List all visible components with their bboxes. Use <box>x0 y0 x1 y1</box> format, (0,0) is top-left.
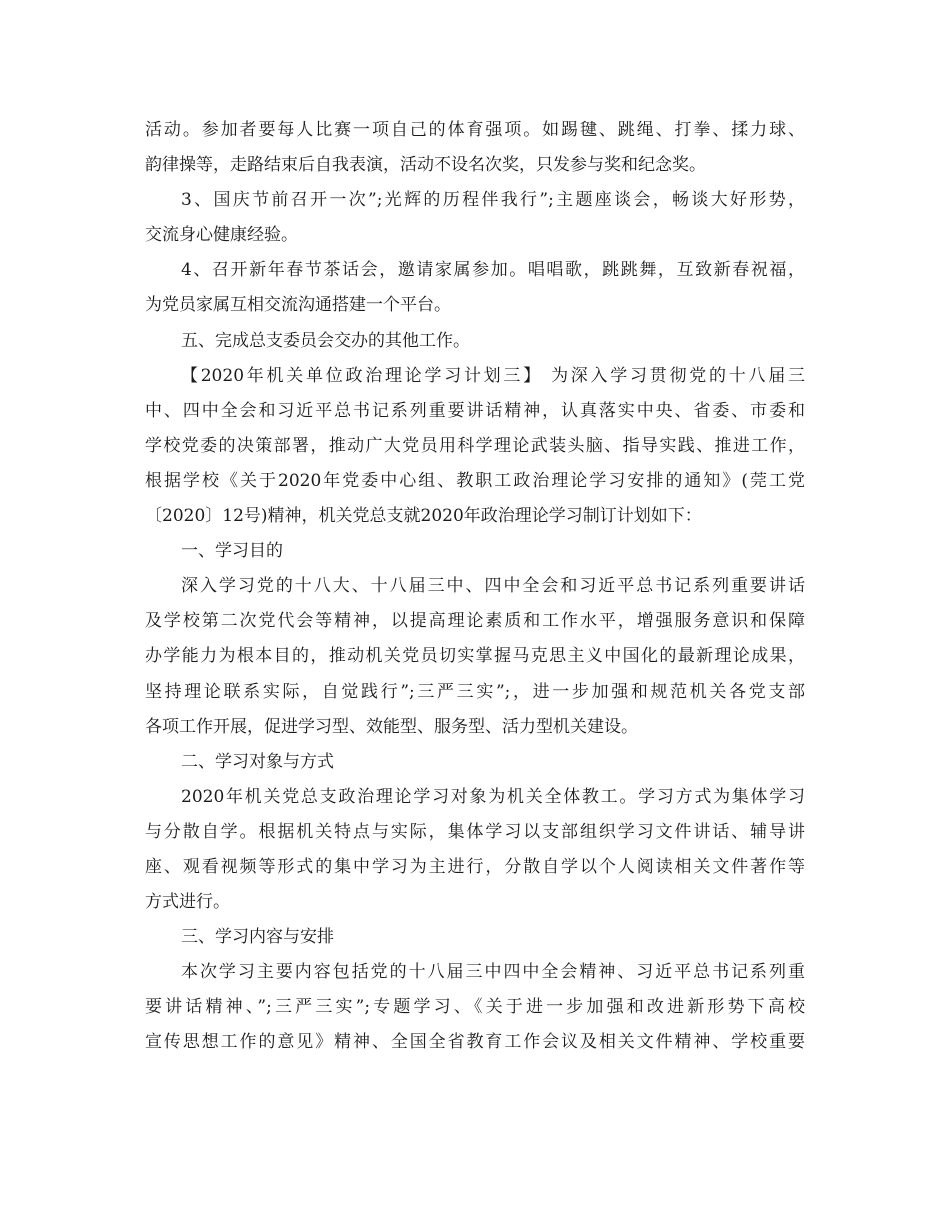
text-line: 【2020年机关单位政治理论学习计划三】 为深入学习贯彻党的十八届三 <box>181 365 805 386</box>
text-line: 2020年机关党总支政治理论学习对象为机关全体教工。学习方式为集体学习 <box>181 786 805 807</box>
text-line: 本次学习主要内容包括党的十八届三中四中全会精神、习近平总书记系列重 <box>181 962 805 983</box>
text-line: 与分散自学。根据机关特点与实际，集体学习以支部组织学习文件讲话、辅导讲 <box>145 821 805 842</box>
text-line: 3、国庆节前召开一次”;光辉的历程伴我行”;主题座谈会，畅谈大好形势， <box>181 190 805 211</box>
text-line: 三、学习内容与安排 <box>181 927 334 948</box>
text-line: 及学校第二次党代会等精神，以提高理论素质和工作水平，增强服务意识和保障 <box>145 611 805 632</box>
text-line: 交流身心健康经验。 <box>145 225 298 246</box>
text-line: 〔2020〕12号)精神，机关党总支就2020年政治理论学习制订计划如下： <box>145 506 702 527</box>
text-line: 各项工作开展，促进学习型、效能型、服务型、活力型机关建设。 <box>145 716 638 737</box>
text-line: 坚持理论联系实际，自觉践行”;三严三实”;，进一步加强和规范机关各党支部 <box>145 681 805 702</box>
text-line: 学校党委的决策部署，推动广大党员用科学理论武装头脑、指导实践、推进工作， <box>145 435 805 456</box>
text-line: 活动。参加者要每人比赛一项自己的体育强项。如踢毽、跳绳、打拳、揉力球、 <box>145 120 805 140</box>
text-line: 一、学习目的 <box>181 541 283 562</box>
text-line: 根据学校《关于2020年党委中心组、教职工政治理论学习安排的通知》(莞工党 <box>145 470 805 491</box>
document-body <box>145 113 805 1061</box>
text-line: 韵律操等，走路结束后自我表演，活动不设名次奖，只发参与奖和纪念奖。 <box>145 155 706 176</box>
text-line: 方式进行。 <box>145 892 230 913</box>
text-line: 4、召开新年春节茶话会，邀请家属参加。唱唱歌，跳跳舞，互致新春祝福， <box>181 260 805 281</box>
text-line: 为党员家属互相交流沟通搭建一个平台。 <box>145 295 451 316</box>
text-line: 中、四中全会和习近平总书记系列重要讲话精神，认真落实中央、省委、市委和 <box>145 400 805 421</box>
text-line: 二、学习对象与方式 <box>181 751 334 772</box>
text-line: 办学能力为根本目的，推动机关党员切实掌握马克思主义中国化的最新理论成果， <box>145 646 805 667</box>
text-line: 宣传思想工作的意见》精神、全国全省教育工作会议及相关文件精神、学校重要 <box>145 1032 805 1053</box>
text-line: 座、观看视频等形式的集中学习为主进行，分散自学以个人阅读相关文件著作等 <box>145 856 805 877</box>
text-line: 深入学习党的十八大、十八届三中、四中全会和习近平总书记系列重要讲话 <box>181 576 805 597</box>
text-line: 要讲话精神、”;三严三实”;专题学习、《关于进一步加强和改进新形势下高校 <box>145 997 805 1018</box>
text-line: 五、完成总支委员会交办的其他工作。 <box>181 330 470 351</box>
